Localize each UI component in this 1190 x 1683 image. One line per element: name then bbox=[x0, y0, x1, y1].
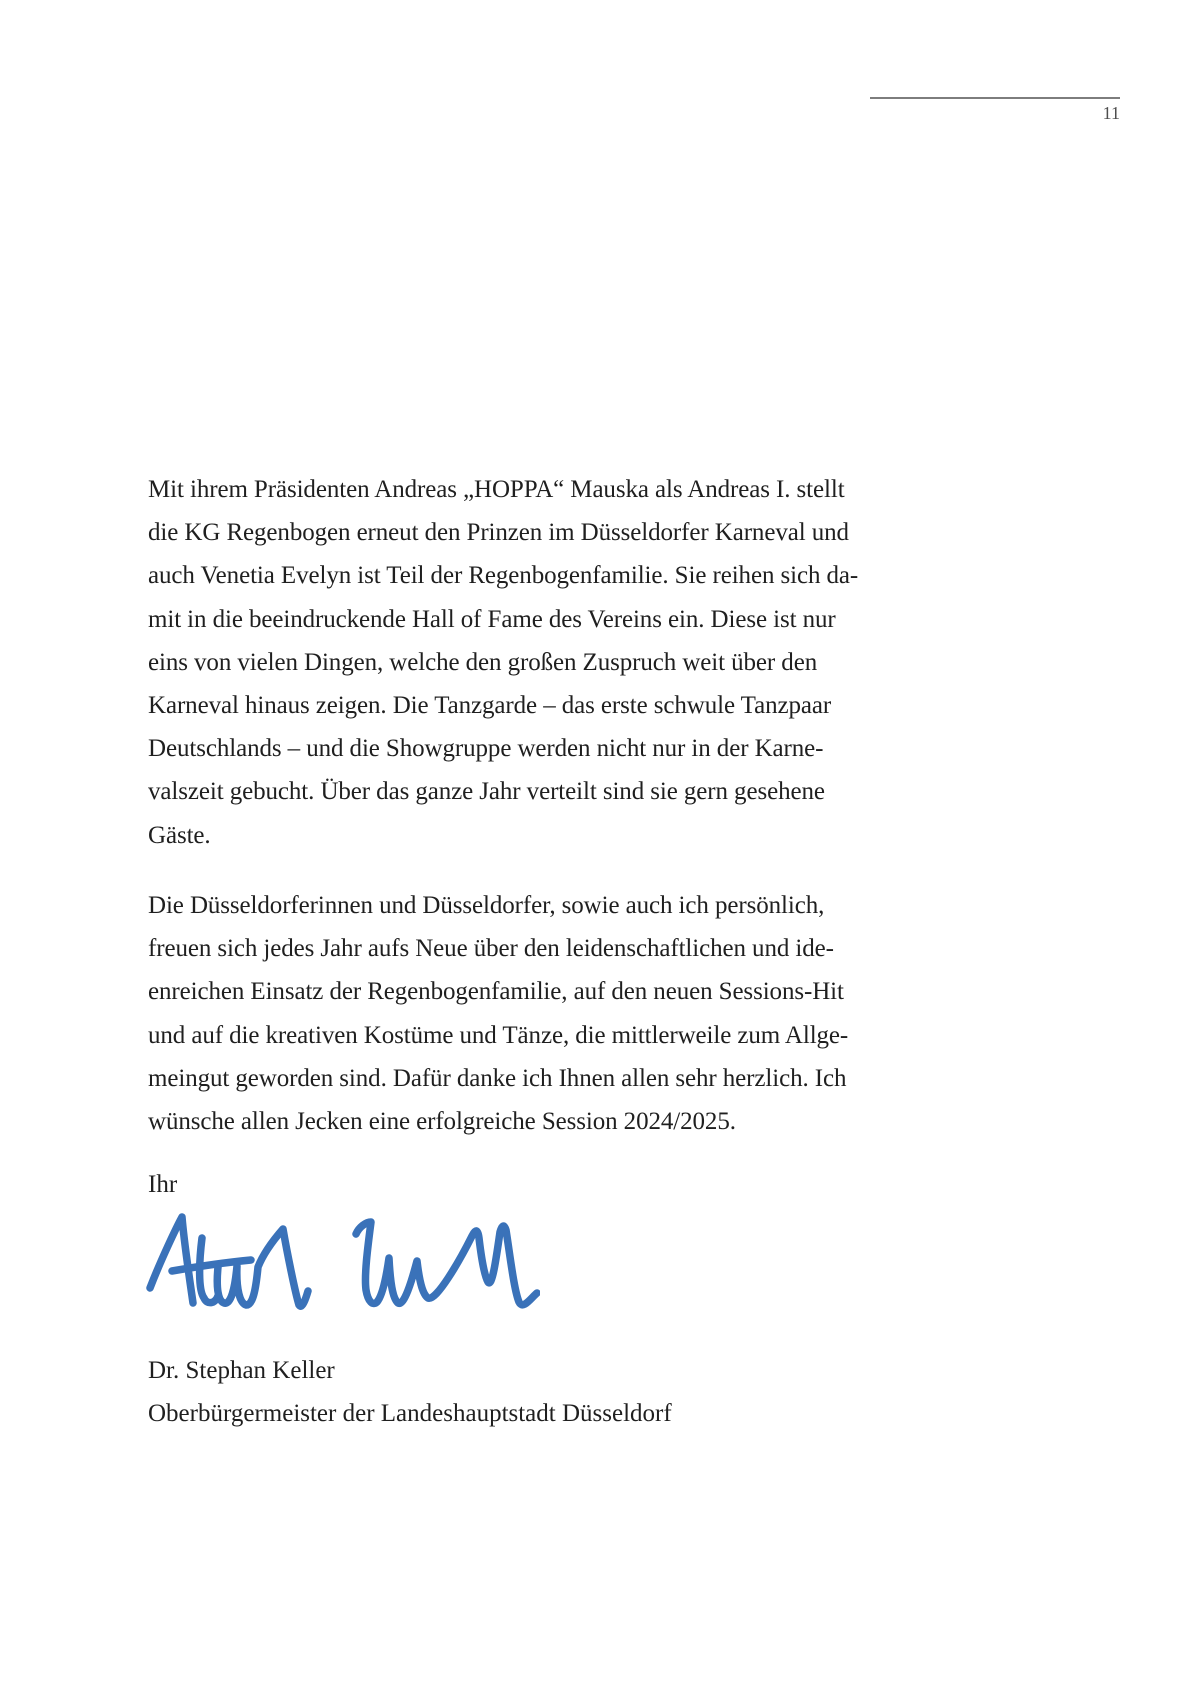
paragraph-line: freuen sich jedes Jahr aufs Neue über den leidenschaftlichen und ide- bbox=[148, 935, 834, 963]
paragraph-line: enreichen Einsatz der Regenbogenfamilie, auf den neuen Sessions-Hit bbox=[148, 978, 844, 1006]
page-number: 11 bbox=[1102, 103, 1120, 123]
paragraph-line: Karneval hinaus zeigen. Die Tanzgarde – das erste schwule Tanzpaar bbox=[148, 692, 832, 720]
paragraph-line: und auf die kreativen Kostüme und Tänze, die mittlerweile zum Allge- bbox=[148, 1021, 849, 1049]
paragraph-1 bbox=[148, 468, 858, 857]
paragraph-line: valszeit gebucht. Über das ganze Jahr verteilt sind sie gern gesehene bbox=[148, 778, 825, 806]
paragraph-line: Die Düsseldorferinnen und Düsseldorfer, sowie auch ich persönlich, bbox=[148, 892, 825, 919]
paragraph-line: Mit ihrem Präsidenten Andreas „HOPPA“ Mauska als Andreas I. stellt bbox=[148, 476, 845, 503]
paragraph-line: Deutschlands – und die Showgruppe werden nicht nur in der Karne- bbox=[148, 735, 824, 763]
signer-name: Dr. Stephan Keller bbox=[148, 1357, 335, 1384]
paragraph-2 bbox=[148, 884, 848, 1143]
signature-block bbox=[148, 1349, 672, 1435]
header-rule bbox=[870, 97, 1120, 99]
signature-stroke bbox=[356, 1222, 537, 1305]
paragraph-line: mit in die beeindruckende Hall of Fame des Vereins ein. Diese ist nur bbox=[148, 605, 836, 633]
paragraph-line: wünsche allen Jecken eine erfolgreiche Session 2024/2025. bbox=[148, 1108, 736, 1136]
paragraph-line: auch Venetia Evelyn ist Teil der Regenbogenfamilie. Sie reihen sich da- bbox=[148, 562, 859, 590]
signature-stroke bbox=[150, 1217, 193, 1303]
signature-image bbox=[140, 1200, 540, 1330]
valediction: Ihr bbox=[148, 1171, 178, 1198]
paragraph-line: Gäste. bbox=[148, 821, 211, 849]
paragraph-line: die KG Regenbogen erneut den Prinzen im Düsseldorfer Karneval und bbox=[148, 519, 849, 547]
paragraph-line: meingut geworden sind. Dafür danke ich Ihnen allen sehr herzlich. Ich bbox=[148, 1064, 847, 1092]
signer-title: Oberbürgermeister der Landeshauptstadt Düsseldorf bbox=[148, 1400, 672, 1428]
paragraph-line: eins von vielen Dingen, welche den großen Zuspruch weit über den bbox=[148, 648, 818, 676]
signature-stroke bbox=[217, 1229, 308, 1306]
